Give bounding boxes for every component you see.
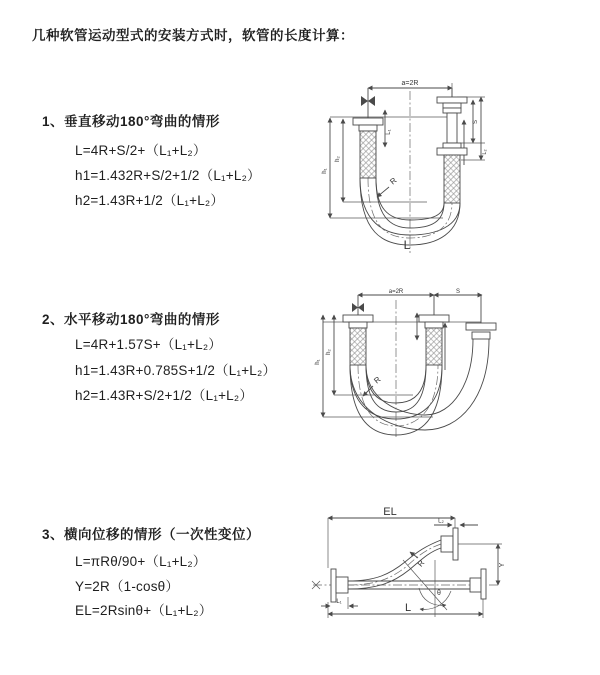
d2-dimensions [323,295,482,417]
d3-length-label: L [404,602,412,614]
d3-dim-y-label: Y [499,562,506,568]
diagram-vertical-180-bend [315,75,590,260]
diagram-lateral-displacement [310,505,600,630]
d1-dim-l2-label: L₂ [482,149,488,155]
section1-heading: 1、垂直移动180°弯曲的情形 [42,114,220,129]
page-title: 几种软管运动型式的安装方式时，软管的长度计算： [32,28,354,43]
d3-radius-label: R [415,558,427,569]
section3-heading: 3、横向位移的情形（一次性变位） [42,527,261,542]
d2-dim-span-label: a=2R [388,289,404,295]
d2-radius-label: R [372,374,383,386]
valve-icon [352,303,358,312]
section3-formula-EL: EL=2Rsinθ+（L₁+L₂） [75,603,213,618]
d3-labels [336,506,506,614]
section2-heading: 2、水平移动180°弯曲的情形 [42,312,220,327]
d2-hose-curves [350,339,489,435]
d1-dim-s-label: S [473,119,479,125]
d1-dim-span-label: a=2R [401,80,419,87]
d2-dim-h1-label: h₁ [315,359,321,365]
right-lower-flange [481,569,486,599]
left-flange [331,569,336,602]
diagram-horizontal-180-bend [315,288,590,448]
d3-dim-l1-label: L₁ [336,599,342,605]
section3-formula-Y: Y=2R（1-cosθ） [75,579,180,594]
valve-icon [361,96,368,106]
d2-right-pipe-assembly [466,295,496,339]
right-upper-flange [453,528,458,560]
d1-dim-h2-label: h₂ [335,156,341,162]
section2-formula-h1: h1=1.43R+0.785S+1/2（L₁+L₂） [75,363,277,378]
d1-dim-l1-label: L₁ [386,129,392,135]
d1-length-label: L [403,238,411,252]
d3-angle-label: θ [437,590,441,597]
section2-formula-h2: h2=1.43R+S/2+1/2（L₁+L₂） [75,388,254,403]
d2-middle-pipe-assembly [419,295,449,365]
d1-radius-label: R [388,175,399,187]
d2-left-pipe-assembly [343,295,373,365]
d3-curved-hose-displaced-position [348,528,458,589]
section3-formula-L: L=πRθ/90+（L₁+L₂） [75,554,207,569]
section1-formula-h1: h1=1.432R+S/2+1/2（L₁+L₂） [75,168,261,183]
d2-dim-h2-label: h₂ [326,349,332,355]
section2-formula-L: L=4R+1.57S+（L₁+L₂） [75,337,222,352]
d1-right-pipe-assembly [437,88,467,203]
section1-formula-L: L=4R+S/2+（L₁+L₂） [75,143,207,158]
d3-left-flange-assembly [331,569,348,602]
d1-dim-h1-label: h₁ [322,168,328,174]
d2-dim-s-label: S [455,289,461,295]
d1-left-pipe-assembly [353,88,383,178]
section1-formula-h2: h2=1.43R+1/2（L₁+L₂） [75,193,225,208]
d3-straight-hose-original-position [348,569,486,599]
d3-dim-l2-label: L₂ [438,518,444,525]
d3-dim-el-label: EL [383,506,397,518]
d1-labels [322,80,488,252]
